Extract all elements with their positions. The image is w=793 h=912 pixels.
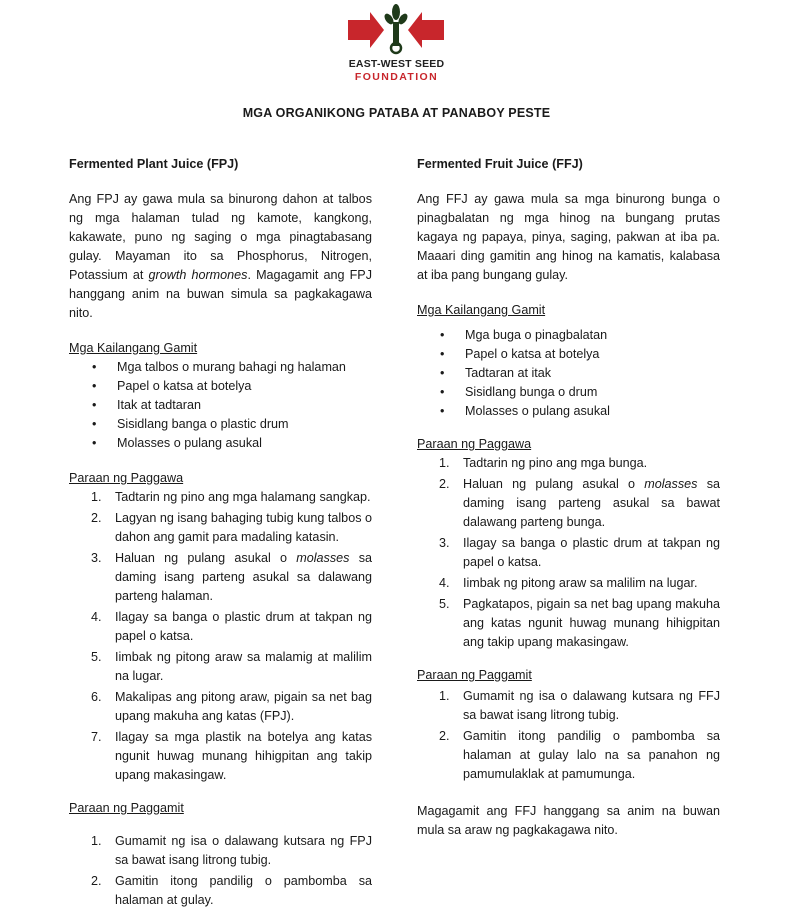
list-item: • Mga buga o pinagbalatan: [440, 328, 608, 342]
item-number: 2.: [439, 729, 450, 743]
fpj-usage-title: Paraan ng Paggamit: [69, 801, 184, 815]
fpj-procedure-title: Paraan ng Paggawa: [69, 471, 184, 485]
item-number: 2.: [91, 874, 102, 888]
fpj-materials-list: [69, 358, 372, 453]
ffj-usage-list: [417, 687, 720, 784]
ffj-intro: Ang FFJ ay gawa mula sa mga binurong bunga o pinagbalatan ng mga hinog na bungang prutas kagaya ng papaya, pinya, saging, pakwan at iba pa. Maaari ding gamitin ang hinog na kamatis, kalabasa at iba pang bungang gulay.: [417, 192, 720, 282]
list-item: • Tadtaran at itak: [440, 366, 552, 380]
list-item: [69, 608, 372, 646]
list-item: [69, 648, 372, 686]
list-item-text: Gumamit ng isa o dalawang kutsara ng FFJ sa bawat isang litrong tubig.: [463, 689, 720, 722]
item-number: 5.: [91, 650, 102, 664]
list-item: • Sisidlang bunga o drum: [440, 385, 598, 399]
item-number: 2.: [91, 511, 102, 525]
item-number: 1.: [439, 689, 450, 703]
list-item: [417, 727, 720, 784]
ffj-usage-title: Paraan ng Paggamit: [417, 668, 532, 682]
list-item: [417, 687, 720, 725]
list-item-text: Tadtaran at itak: [465, 366, 552, 380]
item-number: 4.: [439, 576, 450, 590]
list-item-text: Haluan ng pulang asukal o: [463, 477, 645, 491]
list-item-text: Gamitin itong pandilig o pambomba sa halaman at gulay.: [115, 874, 372, 907]
list-item-text: Itak at tadtaran: [117, 398, 202, 412]
list-item-text: Haluan ng pulang asukal o: [115, 551, 297, 565]
fpj-heading: Fermented Plant Juice (FPJ): [69, 157, 239, 171]
ffj-closing: Magagamit ang FFJ hanggang sa anim na buwan mula sa araw ng pagkakagawa nito.: [417, 804, 720, 837]
list-item-text: Molasses o pulang asukal: [117, 436, 262, 450]
list-item: [69, 688, 372, 726]
list-item-text: Sisidlang banga o plastic drum: [117, 417, 289, 431]
list-item: [69, 832, 372, 870]
list-item: • Itak at tadtaran: [92, 398, 202, 412]
list-item-text: Pagkatapos, pigain sa net bag upang makuha ang katas ngunit huwag munang hihigpitan ang takip upang makasingaw.: [463, 597, 720, 649]
list-item: • Mga talbos o murang bahagi ng halaman: [92, 360, 346, 374]
list-item-text: Ilagay sa mga plastik na botelya ang katas ngunit huwag munang hihigpitan ang takip upang makasingaw.: [115, 730, 372, 782]
ffj-heading: Fermented Fruit Juice (FFJ): [417, 157, 583, 171]
ffj-column: [417, 155, 720, 840]
list-item: [69, 509, 372, 547]
list-item: [69, 488, 372, 507]
list-item: [69, 872, 372, 910]
seedling-key-arrows-icon: [346, 4, 446, 56]
list-item-text: Iimbak ng pitong araw sa malilim na lugar.: [463, 576, 698, 590]
fpj-intro-italic: growth hormones: [148, 268, 248, 282]
fpj-intro-text-end: . Magagamit ang FPJ hanggang anim na buwan simula sa pagkakagawa nito.: [69, 268, 372, 320]
list-item-text: Ilagay sa banga o plastic drum at takpan ng papel o katsa.: [463, 536, 720, 569]
list-item-text: Molasses o pulang asukal: [465, 404, 610, 418]
ffj-materials-title: Mga Kailangang Gamit: [417, 303, 546, 317]
list-item-italic: molasses: [644, 477, 698, 491]
list-item: [417, 595, 720, 652]
list-item: [417, 574, 720, 593]
list-item-text: Gamitin itong pandilig o pambomba sa halaman at gulay lalo na sa panahon ng pamumulaklak at pamumunga.: [463, 729, 720, 781]
list-item: [417, 454, 720, 473]
org-name-line1: EAST-WEST SEED: [348, 58, 445, 70]
list-item-text: Makalipas ang pitong araw, pigain sa net bag upang makuha ang katas (FPJ).: [115, 690, 372, 723]
list-item: • Sisidlang banga o plastic drum: [92, 417, 289, 431]
fpj-intro: [69, 190, 372, 323]
item-number: 5.: [439, 597, 450, 611]
list-item-text: Tadtarin ng pino ang mga halamang sangkap.: [115, 490, 371, 504]
list-item: [417, 475, 720, 532]
list-item-text-end: sa daming isang parteng asukal sa bawat dalawang parteng bunga.: [463, 477, 720, 529]
list-item-italic: molasses: [296, 551, 350, 565]
item-number: 3.: [439, 536, 450, 550]
ffj-materials-list: [417, 326, 720, 421]
fpj-column: [69, 155, 372, 912]
fpj-procedure-list: [69, 488, 372, 785]
item-number: 6.: [91, 690, 102, 704]
list-item: • Molasses o pulang asukal: [440, 404, 610, 418]
list-item: [417, 534, 720, 572]
list-item-text: Tadtarin ng pino ang mga bunga.: [463, 456, 648, 470]
list-item: [69, 549, 372, 606]
logo: [0, 0, 793, 90]
item-number: 1.: [91, 490, 102, 504]
list-item-text: Sisidlang bunga o drum: [465, 385, 598, 399]
item-number: 3.: [91, 551, 102, 565]
list-item-text: Mga buga o pinagbalatan: [465, 328, 608, 342]
item-number: 4.: [91, 610, 102, 624]
list-item-text: Papel o katsa at botelya: [117, 379, 252, 393]
list-item-text-end: sa daming isang parteng asukal sa dalawang parteng halaman.: [115, 551, 372, 603]
fpj-materials-title: Mga Kailangang Gamit: [69, 341, 198, 355]
list-item-text: Papel o katsa at botelya: [465, 347, 600, 361]
ffj-procedure-title: Paraan ng Paggawa: [417, 437, 532, 451]
item-number: 1.: [91, 834, 102, 848]
org-name-line2: FOUNDATION: [354, 71, 439, 83]
list-item-text: Gumamit ng isa o dalawang kutsara ng FPJ sa bawat isang litrong tubig.: [115, 834, 372, 867]
page-title: MGA ORGANIKONG PATABA AT PANABOY PESTE: [242, 106, 551, 120]
list-item-text: Mga talbos o murang bahagi ng halaman: [117, 360, 346, 374]
list-item: • Molasses o pulang asukal: [92, 436, 262, 450]
item-number: 7.: [91, 730, 102, 744]
item-number: 2.: [439, 477, 450, 491]
list-item-text: Lagyan ng isang bahaging tubig kung talbos o dahon ang gamit para madaling katasin.: [115, 511, 372, 544]
fpj-usage-list: [69, 832, 372, 910]
item-number: 1.: [439, 456, 450, 470]
list-item: • Papel o katsa at botelya: [440, 347, 600, 361]
list-item-text: Ilagay sa banga o plastic drum at takpan ng papel o katsa.: [115, 610, 372, 643]
ffj-procedure-list: [417, 454, 720, 652]
list-item: • Papel o katsa at botelya: [92, 379, 252, 393]
list-item: [69, 728, 372, 785]
fpj-intro-text: Ang FPJ ay gawa mula sa binurong dahon at talbos ng mga halaman tulad ng kamote, kangkong, kakawate, puno ng saging o mga pinagtabasang gulay. Mayaman ito sa Phosphorus, Nitrogen, Potassium at: [69, 192, 372, 282]
list-item-text: Iimbak ng pitong araw sa malamig at malilim na lugar.: [115, 650, 372, 683]
